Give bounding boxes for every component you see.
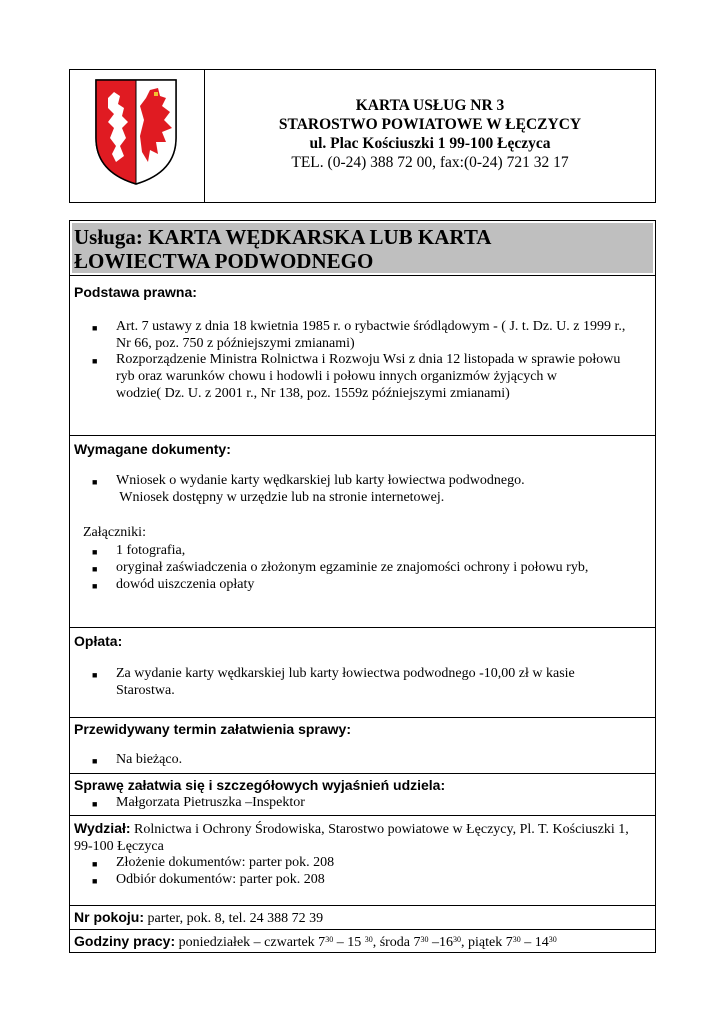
- text-line: Za wydanie karty wędkarskiej lub karty łowiectwa podwodnego -10,00 zł w kasie: [116, 666, 575, 681]
- bullet-icon: ■: [92, 799, 98, 809]
- documents-label: Wymagane dokumenty:: [74, 441, 231, 457]
- legal-basis-section: [70, 275, 655, 435]
- hours-minutes: 30: [420, 935, 429, 944]
- bullet-icon: ■: [92, 323, 98, 333]
- room-section: [70, 905, 655, 929]
- hours-minutes: 30: [364, 935, 373, 944]
- hours-minutes: 30: [512, 935, 521, 944]
- fee-label: Opłata:: [74, 633, 123, 649]
- hours-minutes: 30: [325, 935, 334, 944]
- bullet-icon: ■: [92, 581, 98, 591]
- room-label: Nr pokoju:: [74, 909, 144, 925]
- documents-section: [70, 435, 655, 627]
- bullet-icon: ■: [92, 547, 98, 557]
- legal-basis-label: Podstawa prawna:: [74, 284, 197, 300]
- office-phone: TEL. (0-24) 388 72 00, fax:(0-24) 721 32 17: [291, 154, 569, 171]
- bullet-icon: ■: [92, 670, 98, 680]
- deadline-item: Na bieżąco.: [116, 752, 183, 767]
- bullet-icon: ■: [92, 756, 98, 766]
- text-line: wodzie( Dz. U. z 2001 r., Nr 138, poz. 1559z późniejszymi zmianami): [116, 386, 510, 401]
- text-line: Wniosek o wydanie karty wędkarskiej lub karty łowiectwa podwodnego.: [116, 473, 525, 488]
- service-table: [69, 220, 656, 953]
- hours-text: [74, 933, 557, 951]
- fee-section: [70, 627, 655, 717]
- bullet-icon: ■: [92, 859, 98, 869]
- hours-label: Godziny pracy:: [74, 933, 176, 949]
- deadline-label: Przewidywany termin załatwienia sprawy:: [74, 721, 351, 737]
- hours-part: –16: [428, 935, 454, 950]
- department-item: Odbiór dokumentów: parter pok. 208: [116, 872, 325, 887]
- document-item: [116, 472, 525, 506]
- office-name: STAROSTWO POWIATOWE W ŁĘCZYCY: [278, 116, 582, 133]
- deadline-section: [70, 717, 655, 773]
- text-line: Rozporządzenie Ministra Rolnictwa i Rozwoju Wsi z dnia 12 listopada w sprawie połowu: [116, 352, 621, 367]
- hours-part: , środa 7: [372, 935, 421, 950]
- department-name: Rolnictwa i Ochrony Środowiska, Starostwo powiatowe w Łęczycy, Pl. T. Kościuszki 1,: [130, 822, 629, 837]
- office-address: ul. Plac Kościuszki 1 99-100 Łęczyca: [309, 135, 551, 152]
- service-title-section: [70, 221, 655, 275]
- hours-minutes: 30: [453, 935, 462, 944]
- handler-section: [70, 773, 655, 815]
- text-line: Wniosek dostępny w urzędzie lub na stronie internetowej.: [116, 490, 445, 505]
- coat-of-arms-icon: [92, 76, 180, 186]
- department-city: 99-100 Łęczyca: [74, 839, 164, 854]
- room-value: parter, pok. 8, tel. 24 388 72 39: [144, 911, 324, 926]
- header-box: [69, 69, 656, 203]
- department-label: Wydział:: [74, 820, 131, 836]
- text-line: Art. 7 ustawy z dnia 18 kwietnia 1985 r. o rybactwie śródlądowym - ( J. t. Dz. U. z 1999 r.,: [116, 319, 626, 334]
- hours-part: – 15: [333, 935, 365, 950]
- bullet-icon: ■: [92, 564, 98, 574]
- hours-part: – 14: [520, 935, 549, 950]
- text-line: Nr 66, poz. 750 z późniejszymi zmianami): [116, 336, 355, 351]
- department-section: [70, 815, 655, 905]
- hours-part: poniedziałek – czwartek 7: [175, 935, 326, 950]
- attachment-item: dowód uiszczenia opłaty: [116, 577, 255, 592]
- attachment-item: oryginał zaświadczenia o złożonym egzaminie ze znajomości ochrony i połowu ryb,: [116, 560, 589, 575]
- handler-label: Sprawę załatwia się i szczegółowych wyjaśnień udziela:: [74, 777, 446, 793]
- hours-minutes: 30: [548, 935, 557, 944]
- service-title-line: ŁOWIECTWA PODWODNEGO: [74, 249, 374, 273]
- department-item: Złożenie dokumentów: parter pok. 208: [116, 855, 335, 870]
- attachment-item: 1 fotografia,: [116, 543, 186, 558]
- header-text: [205, 96, 655, 172]
- legal-item: [116, 318, 625, 352]
- handler-item: Małgorzata Pietruszka –Inspektor: [116, 795, 305, 810]
- fee-item: [116, 665, 575, 699]
- department-text: [74, 820, 629, 855]
- card-number: KARTA USŁUG NR 3: [355, 97, 505, 114]
- text-line: ryb oraz warunków chowu i hodowli i połowu innych organizmów żyjących w: [116, 369, 558, 384]
- bullet-icon: ■: [92, 356, 98, 366]
- legal-item: [116, 351, 620, 402]
- hours-section: [70, 929, 655, 952]
- crest-cell: [70, 70, 205, 202]
- hours-part: , piątek 7: [461, 935, 513, 950]
- bullet-icon: ■: [92, 876, 98, 886]
- text-line: Starostwa.: [116, 683, 175, 698]
- service-title: [74, 225, 491, 273]
- attachments-label: Załączniki:: [83, 525, 146, 540]
- bullet-icon: ■: [92, 477, 98, 487]
- room-text: [74, 909, 323, 927]
- service-title-line: Usługa: KARTA WĘDKARSKA LUB KARTA: [74, 225, 492, 249]
